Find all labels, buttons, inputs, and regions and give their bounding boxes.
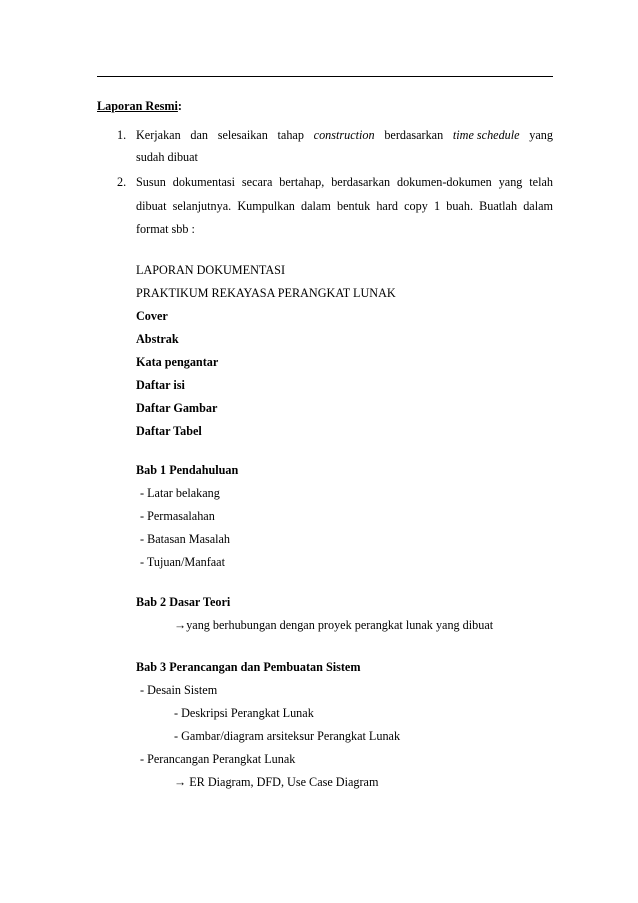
bab-3-desain-item: - Deskripsi Perangkat Lunak: [174, 706, 314, 720]
bab-3-perancangan-note-text: ER Diagram, DFD, Use Case Diagram: [189, 775, 379, 789]
bab-2-note-text: yang berhubungan dengan proyek perangkat lunak yang dibuat: [186, 618, 494, 632]
item-1-line-2: sudah dibuat: [136, 150, 198, 164]
item-1-number: 1.: [117, 128, 127, 142]
item-1-italic-time-schedule: time schedule: [452, 128, 520, 142]
bab-1-item: - Latar belakang: [140, 486, 220, 500]
front-matter-daftar-gambar: Daftar Gambar: [136, 401, 218, 415]
item-2-line-2: dibuat selanjutnya. Kumpulkan dalam bentuk hard copy 1 buah. Buatlah dalam: [136, 199, 553, 213]
item-2-line-1: Susun dokumentasi secara bertahap, berdasarkan dokumen-dokumen yang telah: [136, 175, 553, 189]
item-1-word-berdasarkan: berdasarkan: [384, 128, 444, 142]
item-2-number: 2.: [117, 175, 127, 189]
heading-colon: :: [177, 99, 182, 113]
item-1-word-yang: yang: [529, 128, 553, 142]
heading-title: Laporan Resmi: [97, 99, 178, 113]
item-1-word: Kerjakan: [136, 128, 181, 142]
bab-1-item: - Batasan Masalah: [140, 532, 231, 546]
front-matter-daftar-isi: Daftar isi: [136, 378, 185, 392]
front-matter-abstrak: Abstrak: [136, 332, 179, 346]
front-matter-daftar-tabel: Daftar Tabel: [136, 424, 202, 438]
bab-1-item: - Permasalahan: [140, 509, 215, 523]
item-1-word: selesaikan: [217, 128, 268, 142]
item-1-italic-construction: construction: [313, 128, 375, 142]
front-matter-cover: Cover: [136, 309, 168, 323]
format-header-2: PRAKTIKUM REKAYASA PERANGKAT LUNAK: [136, 286, 396, 300]
bab-2-note: [174, 618, 493, 633]
bab-3-desain-item: - Gambar/diagram arsiteksur Perangkat Lunak: [174, 729, 401, 743]
arrow-right-icon: →: [174, 775, 187, 789]
bab-3-desain: - Desain Sistem: [140, 683, 218, 697]
section-heading: [97, 99, 182, 114]
arrow-right-icon: →: [174, 618, 187, 632]
item-2-line-3: format sbb :: [136, 222, 195, 236]
item-1-line-1: [136, 128, 553, 143]
bab-3-title: Bab 3 Perancangan dan Pembuatan Sistem: [136, 660, 361, 674]
bab-2-title: Bab 2 Dasar Teori: [136, 595, 231, 609]
item-1-word: tahap: [277, 128, 304, 142]
header-rule: [97, 76, 553, 77]
format-header-1: LAPORAN DOKUMENTASI: [136, 263, 285, 277]
bab-3-perancangan-note: [174, 775, 378, 790]
bab-1-item: - Tujuan/Manfaat: [140, 555, 225, 569]
item-1-word: dan: [190, 128, 208, 142]
front-matter-kata-pengantar: Kata pengantar: [136, 355, 219, 369]
bab-1-title: Bab 1 Pendahuluan: [136, 463, 239, 477]
bab-3-perancangan: - Perancangan Perangkat Lunak: [140, 752, 296, 766]
